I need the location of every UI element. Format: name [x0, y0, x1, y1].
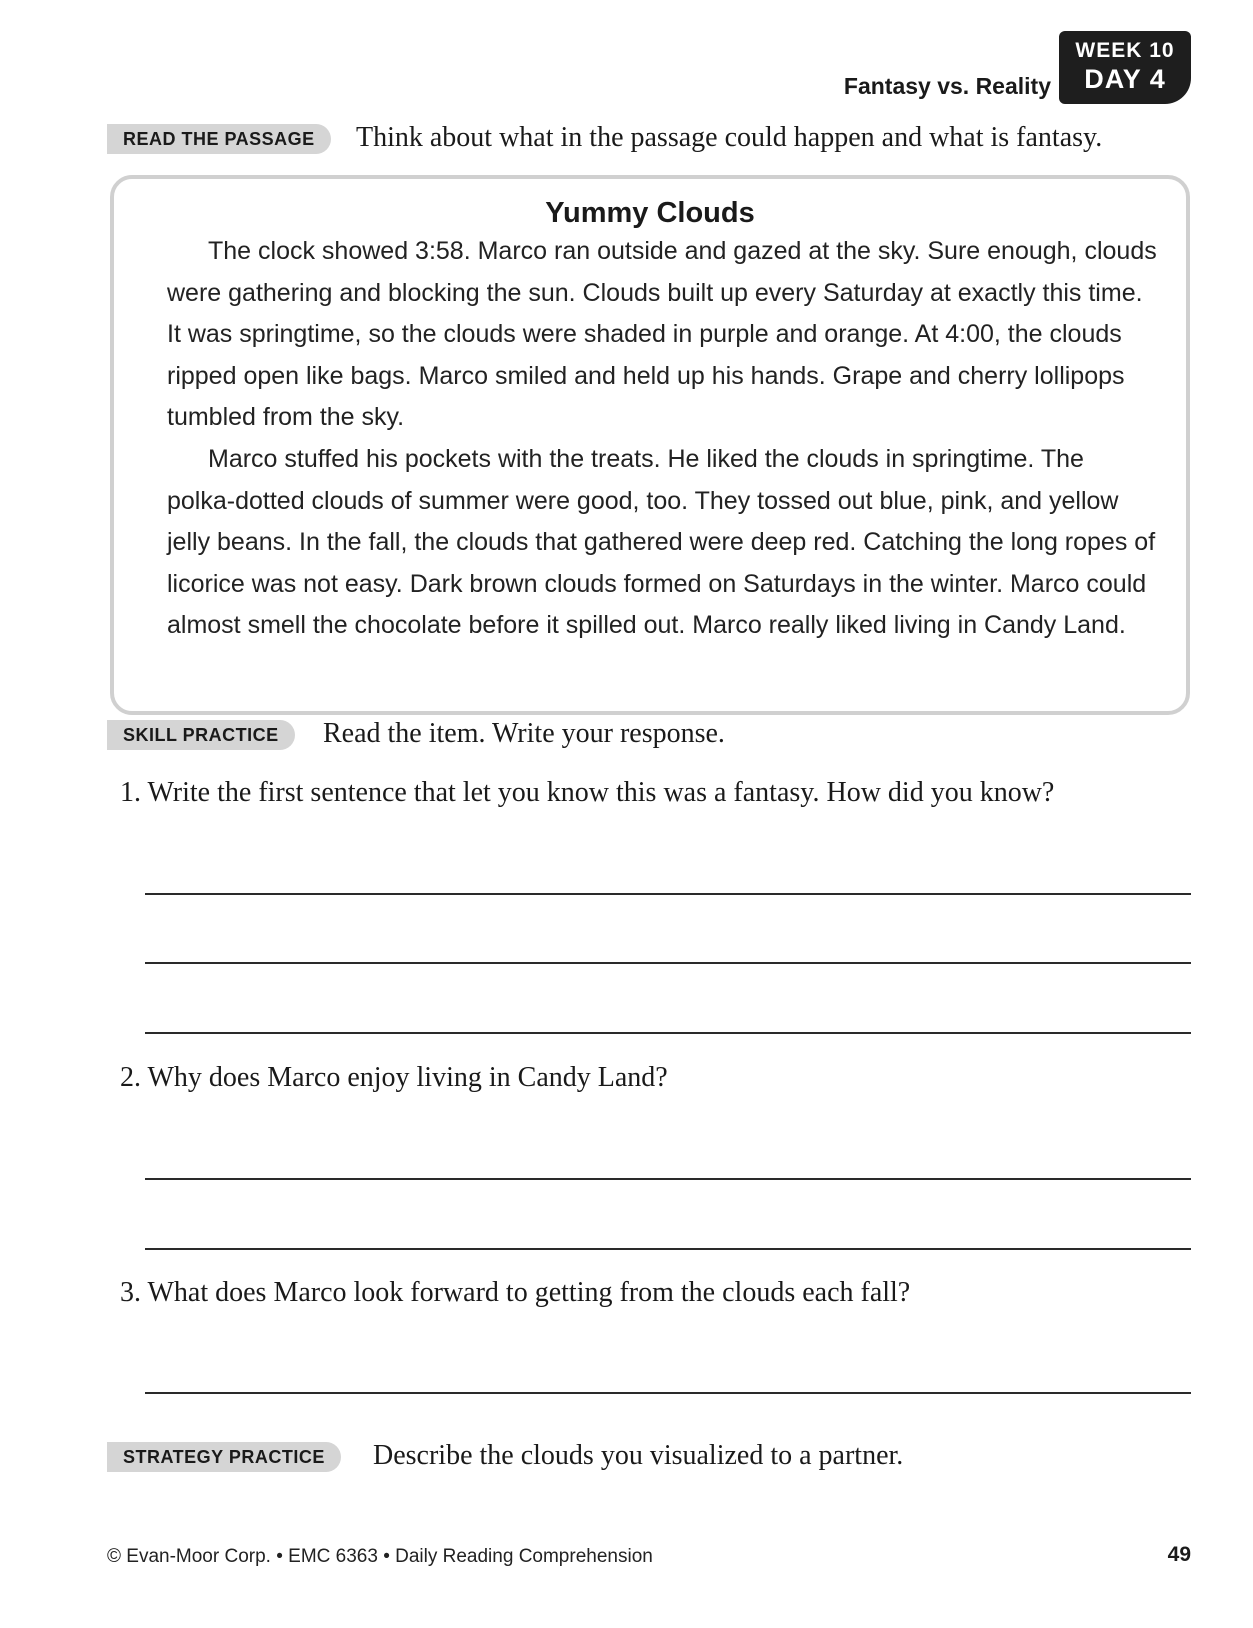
skill-practice-directions: Read the item. Write your response.	[323, 718, 725, 749]
skill-practice-label: SKILL PRACTICE	[107, 720, 295, 750]
skill-title: Fantasy vs. Reality	[843, 73, 1051, 99]
read-passage-directions: Think about what in the passage could happen and what is fantasy.	[356, 122, 1103, 153]
answer-line[interactable]	[145, 1178, 1191, 1180]
answer-line[interactable]	[145, 893, 1191, 895]
passage-paragraph: Marco stuffed his pockets with the treats. He liked the clouds in springtime. The polka-dotted clouds of summer were good, too. They tossed out blue, pink, and yellow jelly beans. In the fall, the clouds that gathered were deep red. Catching the long ropes of licorice was not easy. Dark brown clouds formed on Saturdays in the winter. Marco could almost smell the chocolate before it spilled out. Marco really liked living in Candy Land.	[167, 445, 1156, 639]
footer-credit: © Evan-Moor Corp. • EMC 6363 • Daily Reading Comprehension	[107, 1546, 653, 1567]
day-label: DAY 4	[1084, 64, 1166, 94]
read-passage-label: READ THE PASSAGE	[107, 124, 331, 154]
question-2: 2. Why does Marco enjoy living in Candy Land?	[120, 1062, 668, 1093]
question-1: 1. Write the first sentence that let you know this was a fantasy. How did you know?	[120, 777, 1055, 808]
answer-line[interactable]	[145, 1248, 1191, 1250]
week-day-badge	[1059, 31, 1191, 104]
strategy-practice-label: STRATEGY PRACTICE	[107, 1442, 341, 1472]
answer-line[interactable]	[145, 1032, 1191, 1034]
answer-line[interactable]	[145, 1392, 1191, 1394]
question-3: 3. What does Marco look forward to getting from the clouds each fall?	[120, 1277, 911, 1308]
page-number: 49	[1167, 1543, 1191, 1566]
week-label: WEEK 10	[1075, 39, 1175, 62]
answer-line[interactable]	[145, 962, 1191, 964]
passage-title: Yummy Clouds	[545, 197, 755, 229]
strategy-practice-directions: Describe the clouds you visualized to a partner.	[373, 1440, 904, 1471]
passage-paragraph: The clock showed 3:58. Marco ran outside and gazed at the sky. Sure enough, clouds were gathering and blocking the sun. Clouds built up every Saturday at exactly this time. It was springtime, so the clouds were shaded in purple and orange. At 4:00, the clouds ripped open like bags. Marco smiled and held up his hands. Grape and cherry lollipops tumbled from the sky.	[167, 237, 1157, 431]
